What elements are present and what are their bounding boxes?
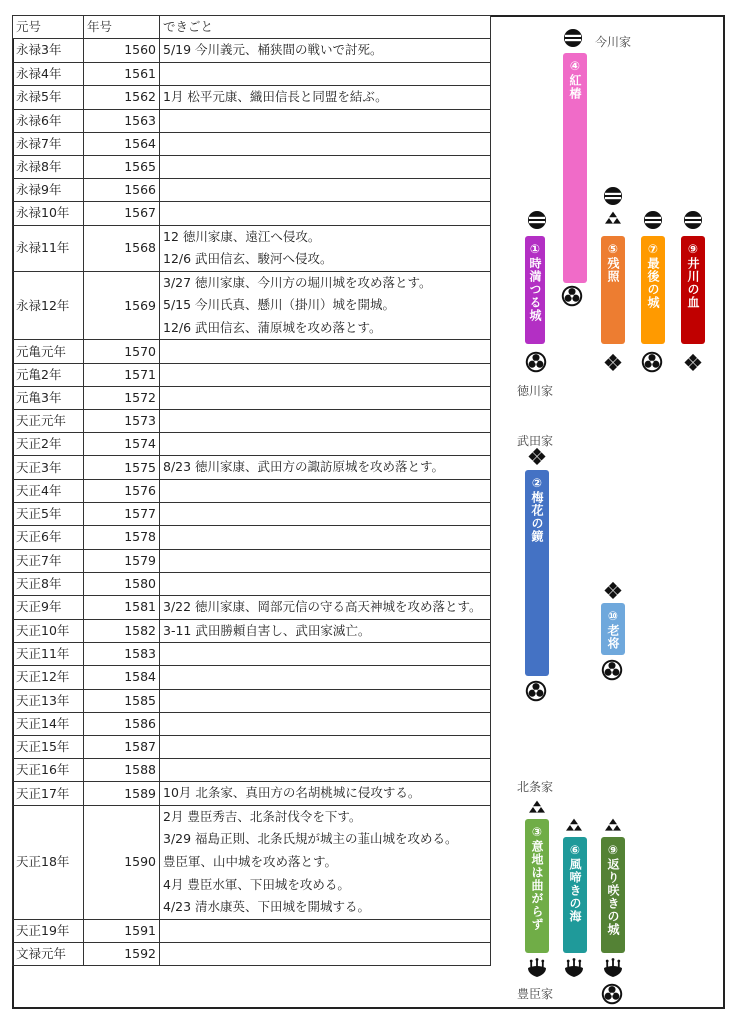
event-line: 5/15 今川氏真、懸川（掛川）城を開城。 (163, 297, 396, 313)
event-line: 4/23 清水康英、下田城を開城する。 (163, 899, 371, 915)
era-cell: 永禄7年 (13, 132, 84, 155)
table-row (13, 132, 491, 155)
era-cell: 文禄元年 (13, 943, 84, 966)
year-cell: 1585 (84, 689, 160, 712)
hojo-crest-icon (566, 819, 582, 831)
era-cell: 天正6年 (13, 526, 84, 549)
era-cell: 永禄8年 (13, 155, 84, 178)
year-cell: 1574 (84, 433, 160, 456)
events-cell (160, 202, 491, 225)
story-label-s9b: ⑨返り咲きの城 (606, 843, 620, 936)
year-cell: 1573 (84, 410, 160, 433)
era-cell: 天正16年 (13, 759, 84, 782)
era-cell: 天正15年 (13, 735, 84, 758)
event-line: 豊臣軍、山中城を攻め落とす。 (163, 854, 338, 870)
table-row (13, 503, 491, 526)
era-cell: 天正19年 (13, 919, 84, 942)
clan-label-hojo: 北条家 (517, 780, 554, 794)
takeda-crest-icon (528, 448, 545, 465)
hojo-crest-icon (529, 801, 545, 813)
year-cell: 1567 (84, 202, 160, 225)
era-cell: 永禄12年 (13, 271, 84, 340)
takeda-crest-icon (604, 354, 621, 371)
imagawa-crest-icon (528, 211, 546, 229)
table-row (13, 619, 491, 643)
era-cell: 永禄3年 (13, 39, 84, 63)
table-row (13, 179, 491, 202)
table-row (13, 410, 491, 433)
table-row (13, 759, 491, 782)
story-label-s3: ③意地は曲がらず (530, 825, 544, 931)
tokugawa-crest-icon (602, 660, 622, 680)
table-row (13, 109, 491, 132)
event-line: 3/29 福島正則、北条氏規が城主の韮山城を攻める。 (163, 831, 458, 847)
year-cell: 1572 (84, 386, 160, 409)
year-cell: 1568 (84, 225, 160, 271)
events-cell (160, 735, 491, 758)
event-line: 3/27 徳川家康、今川方の堀川城を攻め落とす。 (163, 274, 432, 290)
era-cell: 天正5年 (13, 503, 84, 526)
year-cell: 1588 (84, 759, 160, 782)
events-cell (160, 225, 491, 271)
table-header-row (13, 16, 491, 39)
events-cell (160, 503, 491, 526)
events-cell (160, 549, 491, 572)
events-cell (160, 712, 491, 735)
table-row (13, 943, 491, 966)
table-row (13, 919, 491, 942)
era-cell: 天正18年 (13, 805, 84, 919)
era-cell: 天正14年 (13, 712, 84, 735)
event-line: 1月 松平元康、織田信長と同盟を結ぶ。 (163, 88, 388, 104)
event-line: 12/6 武田信玄、蒲原城を攻め落とす。 (163, 319, 382, 335)
table-row (13, 595, 491, 619)
clan-story-chart (487, 17, 723, 1007)
table-body (13, 39, 491, 966)
header-era: 元号 (13, 16, 84, 39)
events-cell (160, 805, 491, 919)
events-cell (160, 919, 491, 942)
event-line: 12 徳川家康、遠江へ侵攻。 (163, 228, 321, 244)
year-cell: 1566 (84, 179, 160, 202)
era-cell: 永禄6年 (13, 109, 84, 132)
era-cell: 天正12年 (13, 666, 84, 689)
era-cell: 天正3年 (13, 456, 84, 480)
clan-label-takeda: 武田家 (517, 434, 554, 448)
table-row (13, 39, 491, 63)
year-cell: 1570 (84, 340, 160, 363)
story-label-s4: ④紅椿 (568, 59, 582, 100)
events-cell (160, 943, 491, 966)
era-cell: 永禄11年 (13, 225, 84, 271)
events-cell (160, 340, 491, 363)
events-cell (160, 155, 491, 178)
era-cell: 天正9年 (13, 595, 84, 619)
year-cell: 1592 (84, 943, 160, 966)
events-cell (160, 619, 491, 643)
tokugawa-crest-icon (562, 286, 582, 306)
events-cell (160, 132, 491, 155)
events-cell (160, 456, 491, 480)
era-cell: 永禄10年 (13, 202, 84, 225)
tokugawa-crest-icon (526, 681, 546, 701)
table-row (13, 456, 491, 480)
table-row (13, 271, 491, 340)
year-cell: 1564 (84, 132, 160, 155)
events-cell (160, 782, 491, 806)
year-cell: 1582 (84, 619, 160, 643)
year-cell: 1589 (84, 782, 160, 806)
table-row (13, 85, 491, 109)
imagawa-crest-icon (564, 29, 582, 47)
table-row (13, 805, 491, 919)
events-cell (160, 643, 491, 666)
era-cell: 天正2年 (13, 433, 84, 456)
era-cell: 天正元年 (13, 410, 84, 433)
event-line: 5/19 今川義元、桶狭間の戦いで討死。 (163, 42, 383, 58)
year-cell: 1561 (84, 62, 160, 85)
table-row (13, 480, 491, 503)
hojo-crest-icon (605, 212, 621, 224)
events-cell (160, 271, 491, 340)
table-row (13, 782, 491, 806)
clan-label-toyotomi: 豊臣家 (517, 987, 554, 1001)
year-cell: 1565 (84, 155, 160, 178)
tokugawa-crest-icon (602, 984, 622, 1004)
events-cell (160, 433, 491, 456)
tokugawa-crest-icon (526, 352, 546, 372)
event-line: 2月 豊臣秀吉、北条討伐令を下す。 (163, 808, 362, 824)
year-cell: 1591 (84, 919, 160, 942)
era-cell: 永禄4年 (13, 62, 84, 85)
table-row (13, 572, 491, 595)
table-row (13, 202, 491, 225)
toyotomi-crest-icon (565, 958, 583, 977)
year-cell: 1578 (84, 526, 160, 549)
imagawa-crest-icon (684, 211, 702, 229)
year-cell: 1575 (84, 456, 160, 480)
events-cell (160, 363, 491, 386)
era-cell: 天正4年 (13, 480, 84, 503)
table-row (13, 340, 491, 363)
events-cell (160, 595, 491, 619)
era-cell: 永禄9年 (13, 179, 84, 202)
event-line: 12/6 武田信玄、駿河へ侵攻。 (163, 251, 333, 267)
year-cell: 1586 (84, 712, 160, 735)
events-cell (160, 666, 491, 689)
year-cell: 1569 (84, 271, 160, 340)
era-cell: 天正10年 (13, 619, 84, 643)
year-cell: 1584 (84, 666, 160, 689)
table-row (13, 386, 491, 409)
event-line: 4月 豊臣水軍、下田城を攻める。 (163, 876, 350, 892)
era-cell: 天正17年 (13, 782, 84, 806)
year-cell: 1562 (84, 85, 160, 109)
header-events: できごと (160, 16, 491, 39)
events-cell (160, 386, 491, 409)
toyotomi-crest-icon (528, 958, 546, 977)
table-row (13, 666, 491, 689)
hojo-crest-icon (605, 819, 621, 831)
era-cell: 天正13年 (13, 689, 84, 712)
era-cell: 天正7年 (13, 549, 84, 572)
table-row (13, 643, 491, 666)
era-cell: 元亀元年 (13, 340, 84, 363)
clan-label-tokugawa: 徳川家 (517, 384, 554, 398)
events-cell (160, 480, 491, 503)
year-cell: 1576 (84, 480, 160, 503)
chronology-table (12, 15, 491, 966)
year-cell: 1583 (84, 643, 160, 666)
events-cell (160, 109, 491, 132)
era-cell: 天正11年 (13, 643, 84, 666)
year-cell: 1579 (84, 549, 160, 572)
table-row (13, 689, 491, 712)
year-cell: 1577 (84, 503, 160, 526)
story-label-s2: ②梅花の鏡 (530, 476, 544, 543)
table-row (13, 363, 491, 386)
story-label-s9a: ⑨井川の血 (686, 242, 700, 309)
year-cell: 1587 (84, 735, 160, 758)
events-cell (160, 85, 491, 109)
story-label-s10: ⑩老将 (606, 609, 620, 650)
story-label-s7: ⑦最後の城 (646, 242, 660, 309)
events-cell (160, 526, 491, 549)
tokugawa-crest-icon (642, 352, 662, 372)
events-cell (160, 62, 491, 85)
takeda-crest-icon (684, 354, 701, 371)
table-row (13, 225, 491, 271)
events-cell (160, 759, 491, 782)
year-cell: 1581 (84, 595, 160, 619)
era-cell: 元亀2年 (13, 363, 84, 386)
table-row (13, 62, 491, 85)
event-line: 3-11 武田勝頼自害し、武田家滅亡。 (163, 622, 371, 638)
imagawa-crest-icon (644, 211, 662, 229)
year-cell: 1571 (84, 363, 160, 386)
year-cell: 1563 (84, 109, 160, 132)
year-cell: 1590 (84, 805, 160, 919)
era-cell: 永禄5年 (13, 85, 84, 109)
events-cell (160, 39, 491, 63)
table-row (13, 433, 491, 456)
era-cell: 天正8年 (13, 572, 84, 595)
table-row (13, 549, 491, 572)
story-label-s5: ⑤残照 (606, 242, 620, 283)
events-cell (160, 572, 491, 595)
table-row (13, 526, 491, 549)
table-row (13, 712, 491, 735)
table-row (13, 155, 491, 178)
story-label-s1: ①時満つる城 (528, 242, 542, 322)
imagawa-crest-icon (604, 187, 622, 205)
toyotomi-crest-icon (604, 958, 622, 977)
header-year: 年号 (84, 16, 160, 39)
events-cell (160, 689, 491, 712)
event-line: 8/23 徳川家康、武田方の諏訪原城を攻め落とす。 (163, 459, 445, 475)
event-line: 3/22 徳川家康、岡部元信の守る高天神城を攻め落とす。 (163, 598, 482, 614)
events-cell (160, 410, 491, 433)
events-cell (160, 179, 491, 202)
year-cell: 1580 (84, 572, 160, 595)
table-row (13, 735, 491, 758)
clan-label-imagawa: 今川家 (595, 35, 632, 49)
story-label-s6: ⑥風啼きの海 (568, 843, 582, 923)
takeda-crest-icon (604, 582, 621, 599)
event-line: 10月 北条家、真田方の名胡桃城に侵攻する。 (163, 785, 421, 801)
year-cell: 1560 (84, 39, 160, 63)
era-cell: 元亀3年 (13, 386, 84, 409)
